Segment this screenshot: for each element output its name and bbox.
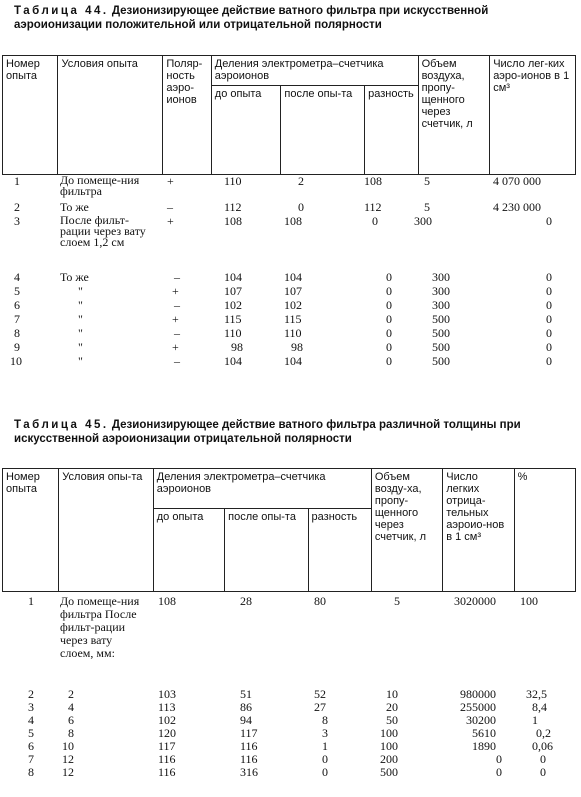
t44-num: 5 xyxy=(14,284,20,298)
t44-after: 115 xyxy=(284,312,302,326)
t44-vol: 500 xyxy=(432,340,450,354)
t45-header-diff: разность xyxy=(308,509,371,592)
t44-header-vol: Объем воздуха, пропу-щенного через счетчик, л xyxy=(418,56,490,175)
t44-num: 6 xyxy=(14,298,20,312)
t44-vol: 300 xyxy=(432,270,450,284)
t44-header-count: Число лег-ких аэро-ионов в 1 см³ xyxy=(490,56,576,175)
t44-header-div: Деления электрометра–счетчика аэроионов xyxy=(211,56,418,86)
table-row xyxy=(0,766,581,779)
t44-after: 2 xyxy=(298,174,304,188)
t44-after: 110 xyxy=(284,326,302,340)
t44-num: 1 xyxy=(14,174,20,188)
t45-pct: 0 xyxy=(540,752,546,766)
t45-count: 30200 xyxy=(466,713,496,727)
t44-vol: 5 xyxy=(424,174,430,188)
t45-pct: 1 xyxy=(532,713,538,727)
table-45-header xyxy=(2,468,576,592)
t45-header-div: Деления электрометра–счетчика аэроионов xyxy=(153,469,371,509)
t44-diff: 0 xyxy=(386,326,392,340)
table-44-caption xyxy=(14,4,573,32)
t44-count: 0 xyxy=(546,298,552,312)
t44-diff: 0 xyxy=(386,284,392,298)
table-row xyxy=(0,355,581,368)
t44-before: 107 xyxy=(224,284,242,298)
t44-before: 112 xyxy=(224,200,242,214)
t44-pol: – xyxy=(174,354,180,368)
t45-count: 5610 xyxy=(472,726,496,740)
t45-header-num: Номер опыта xyxy=(3,469,59,592)
t44-diff: 0 xyxy=(386,312,392,326)
t44-header-after: после опы-та xyxy=(281,86,365,175)
table-row xyxy=(0,327,581,340)
t45-after: 117 xyxy=(240,726,258,740)
t44-pol: – xyxy=(174,326,180,340)
t44-after: 0 xyxy=(298,200,304,214)
t45-pct: 0,2 xyxy=(536,726,551,740)
t44-before: 104 xyxy=(224,354,242,368)
t44-vol: 300 xyxy=(432,298,450,312)
t45-num: 1 xyxy=(28,594,34,608)
t44-before: 98 xyxy=(231,340,243,354)
t45-num: 2 xyxy=(28,687,34,701)
t45-pct: 32,5 xyxy=(526,687,547,701)
t45-before: 120 xyxy=(158,726,176,740)
table-row xyxy=(0,594,581,660)
t45-cond: 12 xyxy=(62,752,74,766)
t45-before: 102 xyxy=(158,713,176,727)
t45-num: 8 xyxy=(28,765,34,779)
t44-count: 0 xyxy=(546,340,552,354)
t44-count: 4 070 000 xyxy=(493,174,541,188)
t45-header-vol: Объем возду-ха, пропу-щенного через счетчик, л xyxy=(371,469,442,592)
t45-count: 255000 xyxy=(460,700,496,714)
t45-vol: 10 xyxy=(386,687,398,701)
t44-num: 4 xyxy=(14,270,20,284)
t44-diff: 0 xyxy=(372,214,378,228)
t45-header-pct: % xyxy=(514,469,575,592)
t45-vol: 100 xyxy=(380,739,398,753)
t45-vol: 500 xyxy=(380,765,398,779)
t45-pct: 0,06 xyxy=(532,739,553,753)
t44-pol: + xyxy=(172,284,179,298)
table-row xyxy=(0,285,581,298)
t44-cond: То же xyxy=(60,270,89,284)
t44-diff: 0 xyxy=(386,340,392,354)
t44-after: 108 xyxy=(284,214,302,228)
t44-pol: + xyxy=(167,174,174,188)
t45-num: 3 xyxy=(28,700,34,714)
t45-after: 116 xyxy=(240,752,258,766)
t44-cond: " xyxy=(78,312,83,326)
t44-vol: 300 xyxy=(414,214,432,228)
t44-pol: + xyxy=(167,214,174,228)
t44-after: 102 xyxy=(284,298,302,312)
t45-after: 28 xyxy=(240,594,252,608)
t45-pct: 8,4 xyxy=(532,700,547,714)
t44-header-num: Номер опыта xyxy=(3,56,58,175)
table-row xyxy=(0,299,581,312)
t44-cond: " xyxy=(78,340,83,354)
table-44-header xyxy=(2,55,576,175)
t45-diff: 0 xyxy=(322,765,328,779)
t45-pct: 0 xyxy=(540,765,546,779)
t45-count: 0 xyxy=(496,765,502,779)
t44-count: 0 xyxy=(546,270,552,284)
t45-header-cond: Условия опы-та xyxy=(59,469,153,592)
t44-cond: " xyxy=(78,284,83,298)
t44-diff: 0 xyxy=(386,298,392,312)
t44-count: 0 xyxy=(546,284,552,298)
t44-pol: – xyxy=(167,200,173,214)
t44-pol: + xyxy=(172,340,179,354)
t45-diff: 0 xyxy=(322,752,328,766)
t44-diff: 0 xyxy=(386,354,392,368)
table-row xyxy=(0,753,581,766)
t45-cond: 6 xyxy=(68,713,74,727)
t44-vol: 500 xyxy=(432,326,450,340)
t45-after: 316 xyxy=(240,765,258,779)
t44-cond: " xyxy=(78,298,83,312)
t45-before: 116 xyxy=(158,765,176,779)
t44-before: 102 xyxy=(224,298,242,312)
t44-before: 104 xyxy=(224,270,242,284)
table-45-caption xyxy=(14,418,573,446)
t44-header-diff: разность xyxy=(365,86,418,175)
t45-diff: 3 xyxy=(322,726,328,740)
t45-vol: 5 xyxy=(394,594,400,608)
t44-vol: 500 xyxy=(432,312,450,326)
t44-vol: 500 xyxy=(432,354,450,368)
t45-diff: 52 xyxy=(314,687,326,701)
t44-count: 0 xyxy=(546,326,552,340)
t45-cond: 10 xyxy=(62,739,74,753)
t45-header-before: до опыта xyxy=(153,509,224,592)
t45-cond: 4 xyxy=(68,700,74,714)
t45-vol: 100 xyxy=(380,726,398,740)
t44-before: 110 xyxy=(224,174,242,188)
t44-header-before: до опыта xyxy=(211,86,281,175)
t44-pol: – xyxy=(174,298,180,312)
t44-count: 0 xyxy=(546,312,552,326)
t44-cond: " xyxy=(78,326,83,340)
t44-diff: 112 xyxy=(364,200,382,214)
t44-after: 104 xyxy=(284,354,302,368)
t45-num: 4 xyxy=(28,713,34,727)
t44-vol: 5 xyxy=(424,200,430,214)
t45-diff: 1 xyxy=(322,739,328,753)
t45-count: 0 xyxy=(496,752,502,766)
t45-num: 5 xyxy=(28,726,34,740)
t45-diff: 80 xyxy=(314,594,326,608)
t45-vol: 20 xyxy=(386,700,398,714)
t44-vol: 300 xyxy=(432,284,450,298)
t45-cond: 8 xyxy=(68,726,74,740)
t45-vol: 50 xyxy=(386,713,398,727)
t45-after: 86 xyxy=(240,700,252,714)
table-row xyxy=(0,740,581,753)
t44-num: 10 xyxy=(10,354,22,368)
t45-after: 51 xyxy=(240,687,252,701)
t44-before: 108 xyxy=(224,214,242,228)
table-row xyxy=(0,213,581,249)
t44-num: 9 xyxy=(14,340,20,354)
table-row xyxy=(0,341,581,354)
t45-cond: 2 xyxy=(68,687,74,701)
t44-cond: " xyxy=(78,354,83,368)
t45-after: 94 xyxy=(240,713,252,727)
t45-pct: 100 xyxy=(520,594,538,608)
t44-cond: До помеще-ния фильтра xyxy=(60,173,140,198)
t45-before: 108 xyxy=(158,594,176,608)
t44-header-pol: Поляр-ность аэро-ионов xyxy=(163,56,211,175)
table-44-label: Таблица 44. xyxy=(14,5,109,17)
t44-after: 104 xyxy=(284,270,302,284)
t44-count: 4 230 000 xyxy=(493,200,541,214)
table-45-title: Дезионизирующее действие ватного фильтра различной толщины при искусственной аэроионизации отрицательной полярности xyxy=(14,419,521,445)
table-44-title: Дезионизирующее действие ватного фильтра при искусственной аэроионизации положительной или отрицательной полярности xyxy=(14,5,489,31)
t45-before: 117 xyxy=(158,739,176,753)
t45-after: 116 xyxy=(240,739,258,753)
t44-cond: То же xyxy=(60,200,89,214)
table-row xyxy=(0,271,581,284)
t44-after: 107 xyxy=(284,284,302,298)
t44-count: 0 xyxy=(546,214,552,228)
t44-after: 98 xyxy=(291,340,303,354)
t45-before: 113 xyxy=(158,700,176,714)
t44-count: 0 xyxy=(546,354,552,368)
t44-header-cond: Условия опыта xyxy=(58,56,163,175)
t45-cond: До помеще-ния фильтра После фильт-рации через вату слоем, мм: xyxy=(60,594,140,660)
t45-vol: 200 xyxy=(380,752,398,766)
t44-pol: – xyxy=(174,270,180,284)
t44-diff: 108 xyxy=(364,174,382,188)
t45-count: 3020000 xyxy=(454,594,496,608)
t45-num: 6 xyxy=(28,739,34,753)
t44-num: 8 xyxy=(14,326,20,340)
t45-header-count: Число легких отрица-тельных аэроио-нов в 1 см³ xyxy=(443,469,514,592)
t44-cond: После фильт-рации через вату слоем 1,2 см xyxy=(60,213,146,249)
t44-diff: 0 xyxy=(386,270,392,284)
t45-header-after: после опы-та xyxy=(225,509,308,592)
t44-num: 3 xyxy=(14,214,20,228)
table-45-label: Таблица 45. xyxy=(14,419,109,431)
t45-diff: 8 xyxy=(322,713,328,727)
table-row xyxy=(0,173,581,198)
t44-num: 7 xyxy=(14,312,20,326)
t44-before: 110 xyxy=(224,326,242,340)
t44-pol: + xyxy=(172,312,179,326)
t45-count: 1890 xyxy=(472,739,496,753)
t45-cond: 12 xyxy=(62,765,74,779)
t45-diff: 27 xyxy=(314,700,326,714)
table-row xyxy=(0,313,581,326)
t45-count: 980000 xyxy=(460,687,496,701)
t44-num: 2 xyxy=(14,200,20,214)
t44-before: 115 xyxy=(224,312,242,326)
t45-before: 103 xyxy=(158,687,176,701)
t45-num: 7 xyxy=(28,752,34,766)
t45-before: 116 xyxy=(158,752,176,766)
